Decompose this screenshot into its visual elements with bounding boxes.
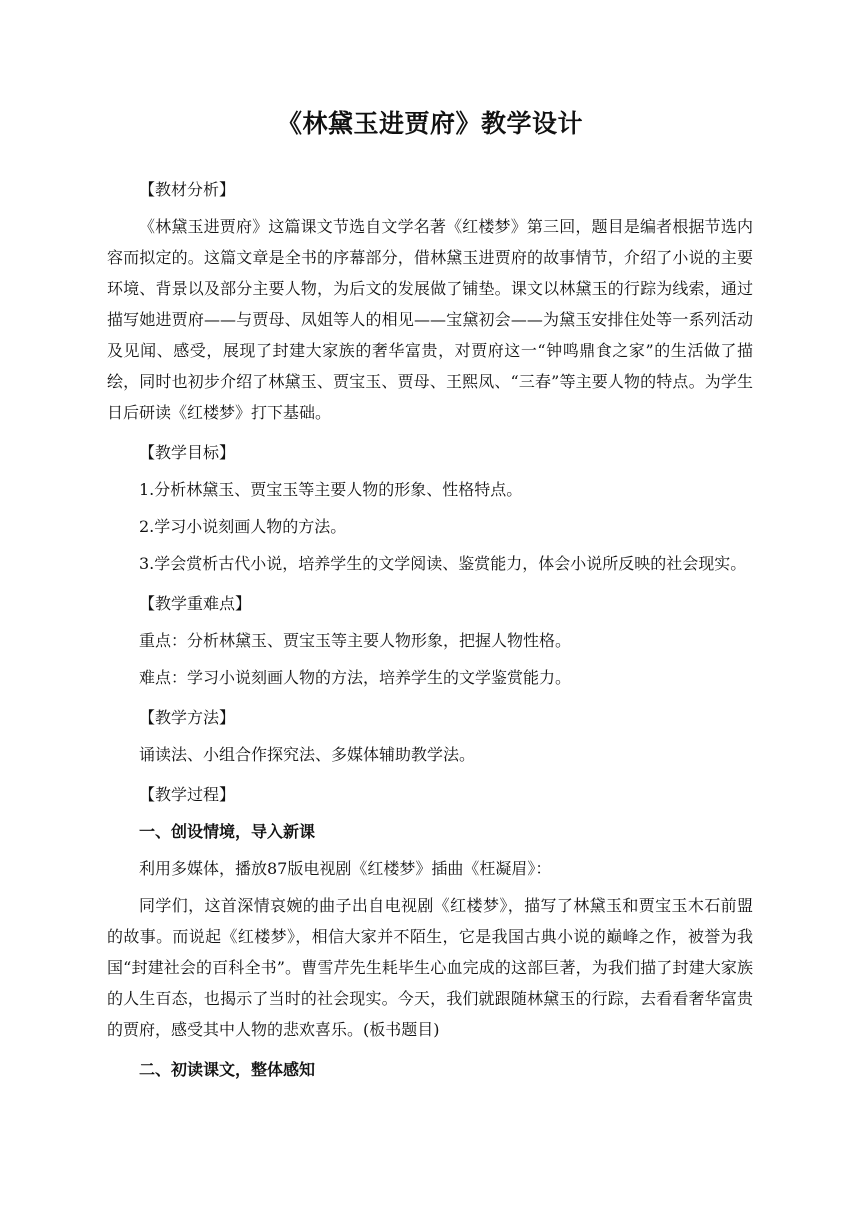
goal-item-2: 2.学习小说刻画人物的方法。	[139, 517, 347, 536]
process-step-1-paragraph-1: 利用多媒体，播放87版电视剧《红楼梦》插曲《枉凝眉》：	[139, 859, 552, 878]
methods-text: 诵读法、小组合作探究法、多媒体辅助教学法。	[139, 745, 476, 764]
analysis-paragraph: 《林黛玉进贾府》这篇课文节选自文学名著《红楼梦》第三回，题目是编者根据节选内容而拟定的。这篇文章是全书的序幕部分，借林黛玉进贾府的故事情节，介绍了小说的主要环境、背景以及部分主要人物，为后文的发展做了铺垫。课文以林黛玉的行踪为线索，通过描写她进贾府——与贾母、凤姐等人的相见——宝黛初会——为黛玉安排住处等一系列活动及见闻、感受，展现了封建大家族的奢华富贵，对贾府这一“钟鸣鼎食之家”的生活做了描绘，同时也初步介绍了林黛玉、贾宝玉、贾母、王熙凤、“三春”等主要人物的特点。为学生日后研读《红楼梦》打下基础。	[107, 217, 753, 422]
section-heading-process: 【教学过程】	[139, 785, 236, 804]
goal-item-1: 1.分析林黛玉、贾宝玉等主要人物的形象、性格特点。	[139, 480, 523, 499]
section-heading-goals: 【教学目标】	[139, 443, 236, 462]
section-heading-methods: 【教学方法】	[139, 708, 236, 727]
goal-item-3: 3.学会赏析古代小说，培养学生的文学阅读、鉴赏能力，体会小说所反映的社会现实。	[139, 554, 747, 573]
section-heading-analysis: 【教材分析】	[139, 180, 236, 199]
process-step-1-paragraph-2: 同学们，这首深情哀婉的曲子出自电视剧《红楼梦》，描写了林黛玉和贾宝玉木石前盟的故事。而说起《红楼梦》，相信大家并不陌生，它是我国古典小说的巅峰之作，被誉为我国“封建社会的百科全书”。曹雪芹先生耗毕生心血完成的这部巨著，为我们描了封建大家族的人生百态，也揭示了当时的社会现实。今天，我们就跟随林黛玉的行踪，去看看奢华富贵的贾府，感受其中人物的悲欢喜乐。(板书题目)	[107, 896, 753, 1039]
section-heading-key-points: 【教学重难点】	[139, 594, 252, 613]
process-step-2-title: 二、初读课文，整体感知	[139, 1060, 316, 1079]
page-title: 《林黛玉进贾府》教学设计	[276, 109, 583, 138]
key-point-text: 重点：分析林黛玉、贾宝玉等主要人物形象，把握人物性格。	[139, 631, 572, 650]
difficult-point-text: 难点：学习小说刻画人物的方法，培养学生的文学鉴赏能力。	[139, 668, 572, 687]
document-body	[107, 174, 753, 1094]
process-step-1-title: 一、创设情境，导入新课	[139, 822, 316, 841]
